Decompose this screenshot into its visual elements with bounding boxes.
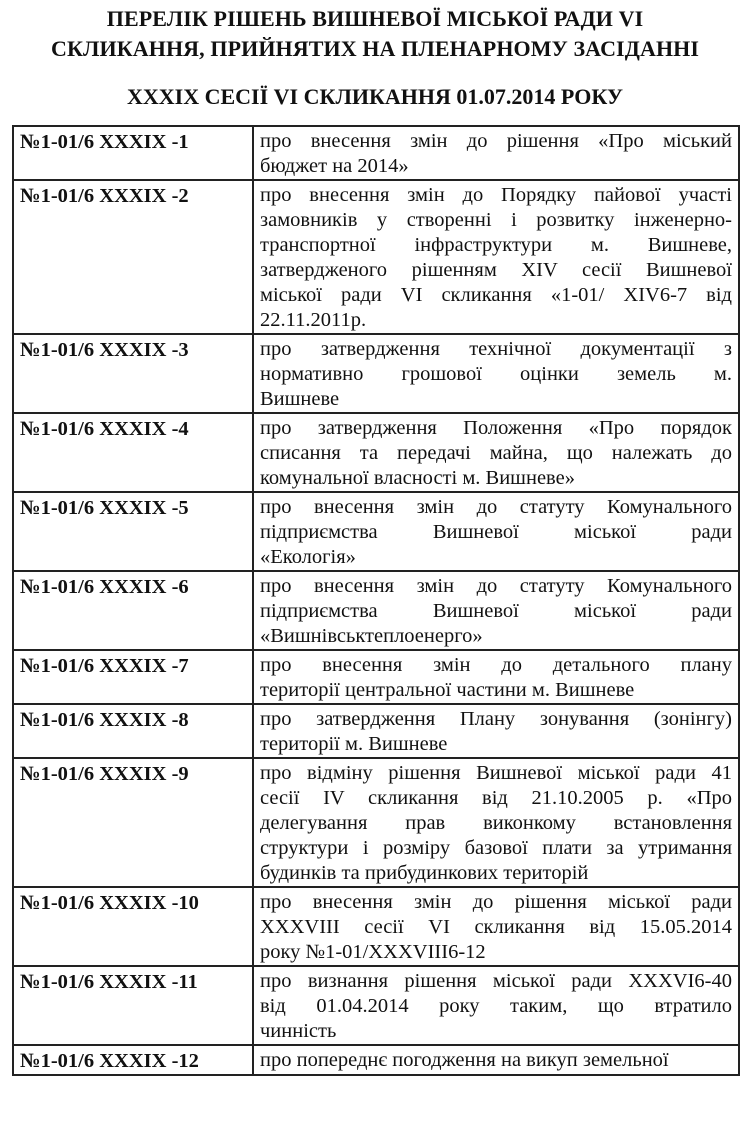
decision-title-line: про затвердження Положення «Про порядок: [260, 417, 732, 439]
decision-title-line: про внесення змін до статуту Комунального: [260, 575, 732, 597]
decision-title: [253, 334, 739, 413]
session-heading: XXXIX СЕСІЇ VI СКЛИКАННЯ 01.07.2014 РОКУ: [126, 84, 623, 109]
decision-title: [253, 1045, 739, 1075]
decisions-table: [12, 125, 740, 1076]
decision-number: №1-01/6 XXXIX -2: [13, 180, 253, 334]
decision-number: №1-01/6 XXXIX -4: [13, 413, 253, 492]
decision-title-line: про затвердження Плану зонування (зонінгу): [260, 708, 732, 730]
title-line-1: ПЕРЕЛІК РІШЕНЬ ВИШНЕВОЇ МІСЬКОЇ РАДИ VI: [106, 6, 644, 31]
decision-title-line: про затвердження технічної документації з: [260, 338, 732, 360]
decision-number: №1-01/6 XXXIX -8: [13, 704, 253, 758]
decision-number: №1-01/6 XXXIX -9: [13, 758, 253, 887]
decision-title-line: «Екологія»: [260, 546, 356, 568]
decision-title-line: будинків та прибудинкових територій: [260, 862, 589, 884]
table-row: [13, 492, 739, 571]
table-row: [13, 180, 739, 334]
decision-number: №1-01/6 XXXIX -12: [13, 1045, 253, 1075]
title-line-2: СКЛИКАННЯ, ПРИЙНЯТИХ НА ПЛЕНАРНОМУ ЗАСІДАННІ: [50, 36, 700, 61]
decision-title-line: структури і розміру базової плати за утримання: [260, 837, 732, 859]
decision-number: №1-01/6 XXXIX -1: [13, 126, 253, 180]
decision-number: №1-01/6 XXXIX -7: [13, 650, 253, 704]
decision-title-line: «Вишнівськтеплоенерго»: [260, 625, 483, 647]
decision-title: [253, 492, 739, 571]
decision-title-line: про внесення змін до рішення міської ради: [260, 891, 732, 913]
decision-number: №1-01/6 XXXIX -3: [13, 334, 253, 413]
decision-title-line: території центральної частини м. Вишневе: [260, 679, 635, 701]
decision-title-line: підприємства Вишневої міської ради: [260, 521, 732, 543]
table-row: [13, 571, 739, 650]
decision-title: [253, 887, 739, 966]
table-row: [13, 126, 739, 180]
decision-title-line: XXXVIII сесії VI скликання від 15.05.2014: [260, 916, 732, 938]
decision-title: [253, 180, 739, 334]
decision-title-line: чинність: [260, 1020, 337, 1042]
decision-title: [253, 758, 739, 887]
decision-title-line: транспортної інфраструктури м. Вишневе,: [260, 234, 732, 256]
decision-title-line: про відміну рішення Вишневої міської ради 41: [260, 762, 732, 784]
decision-title-line: делегування прав виконкому встановлення: [260, 812, 732, 834]
decision-title: [253, 650, 739, 704]
decision-title-line: про внесення змін до Порядку пайової участі: [260, 184, 732, 206]
decision-title: [253, 413, 739, 492]
decision-title-line: міської ради VI скликання «1-01/ XIV6-7 від: [260, 284, 732, 306]
decision-title-line: затвердженого рішенням XIV сесії Вишневої: [260, 259, 732, 281]
decision-title-line: про внесення змін до рішення «Про міський: [260, 130, 732, 152]
decision-number: №1-01/6 XXXIX -10: [13, 887, 253, 966]
decision-title-line: про попереднє погодження на викуп земельної: [260, 1049, 669, 1071]
document-title: [0, 4, 750, 64]
decision-title-line: списання та передачі майна, що належать до: [260, 442, 732, 464]
table-row: [13, 413, 739, 492]
table-row: [13, 966, 739, 1045]
decision-title-line: про визнання рішення міської ради XXXVI6-40: [260, 970, 732, 992]
table-row: [13, 758, 739, 887]
decision-number: №1-01/6 XXXIX -11: [13, 966, 253, 1045]
table-row: [13, 887, 739, 966]
decision-title-line: нормативно грошової оцінки земель м.: [260, 363, 732, 385]
decision-title-line: бюджет на 2014»: [260, 155, 409, 177]
decision-title-line: території м. Вишневе: [260, 733, 448, 755]
decision-title-line: про внесення змін до статуту Комунального: [260, 496, 732, 518]
decision-title: [253, 704, 739, 758]
decision-title: [253, 571, 739, 650]
table-row: [13, 650, 739, 704]
decision-title-line: від 01.04.2014 року таким, що втратило: [260, 995, 732, 1017]
decision-title-line: про внесення змін до детального плану: [260, 654, 732, 676]
decision-title-line: Вишневе: [260, 388, 340, 410]
decision-title: [253, 966, 739, 1045]
decision-title-line: замовників у створенні і розвитку інженерно-: [260, 209, 732, 231]
table-row: [13, 704, 739, 758]
decision-title-line: комунальної власності м. Вишневе»: [260, 467, 575, 489]
decision-number: №1-01/6 XXXIX -6: [13, 571, 253, 650]
decision-title: [253, 126, 739, 180]
decision-title-line: сесії IV скликання від 21.10.2005 р. «Про: [260, 787, 732, 809]
decision-title-line: 22.11.2011р.: [260, 309, 367, 331]
decision-title-line: року №1-01/XXXVIII6-12: [260, 941, 486, 963]
table-row: [13, 334, 739, 413]
table-row: [13, 1045, 739, 1075]
decision-number: №1-01/6 XXXIX -5: [13, 492, 253, 571]
decision-title-line: підприємства Вишневої міської ради: [260, 600, 732, 622]
